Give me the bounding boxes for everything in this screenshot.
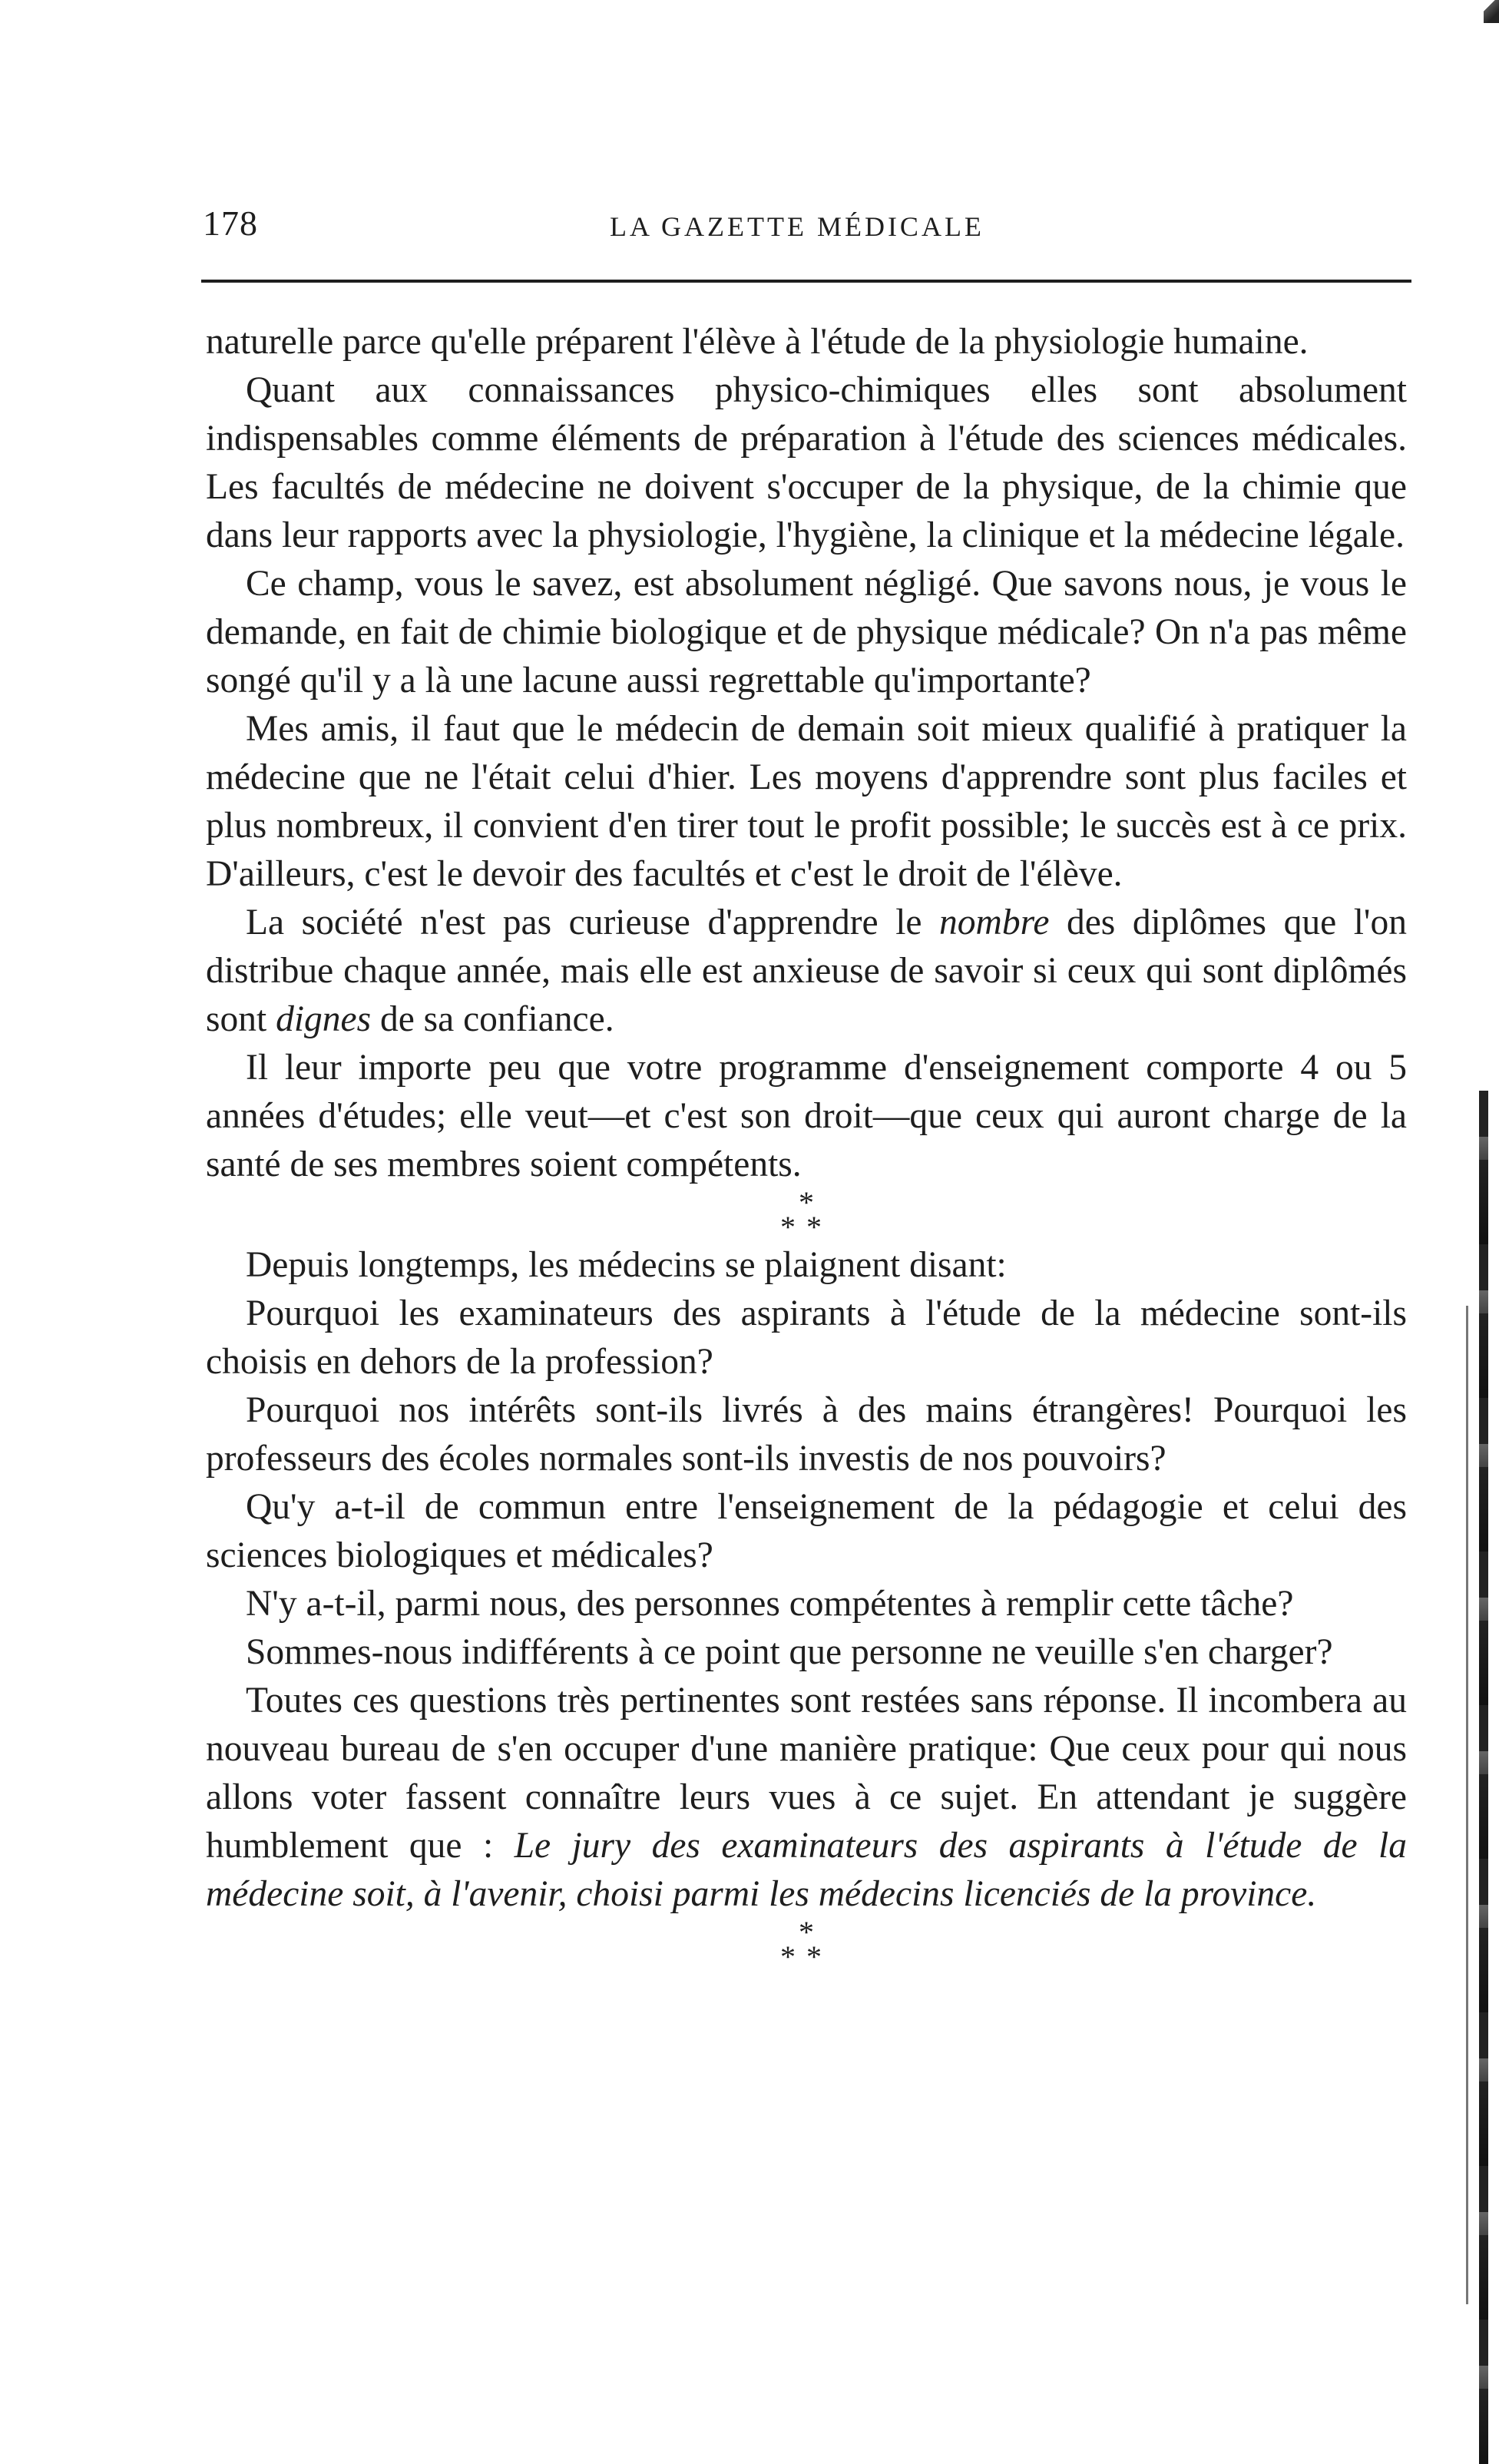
scan-edge-shadow [1479, 1091, 1488, 2464]
text-run: La société n'est pas curieuse d'apprendre le [246, 902, 940, 942]
emphasis: Le jury des examinateurs des aspirants à l'étude de la médecine soit, à l'avenir, choisi parmi les médecins licenciés de la province. [206, 1826, 1407, 1914]
asterism-top: * [799, 1915, 814, 1949]
paragraph: Pourquoi les examinateurs des aspirants à l'étude de la médecine sont-ils choisis en dehors de la profession? [206, 1293, 1407, 1382]
paragraph: N'y a-t-il, parmi nous, des personnes compétentes à remplir cette tâche? [246, 1584, 1294, 1624]
text-run: des diplômes que l'on distribue chaque année, mais elle est anxieuse de savoir si ceux qui sont diplômés sont [206, 902, 1407, 1039]
running-head: LA GAZETTE MÉDICALE [610, 211, 984, 242]
emphasis: nombre [939, 902, 1050, 942]
header-rule [201, 280, 1411, 283]
paragraph: Quant aux connaissances physico-chimiques elles sont absolument indispensables comme éléments de préparation à l'étude des sciences médicales. Les facultés de médecine ne doivent s'occuper de la physique, de la chimie que dans leur rapports avec la physiologie, l'hygiène, la clinique et la médecine légale. [206, 370, 1407, 555]
scan-edge-line [1466, 1306, 1468, 2304]
page-number: 178 [203, 204, 258, 243]
paragraph: Depuis longtemps, les médecins se plaignent disant: [246, 1245, 1007, 1285]
asterism-top: * [799, 1185, 814, 1220]
text-run: Toutes ces questions très pertinentes sont restées sans réponse. Il incombera au nouveau bureau de s'en occuper d'une manière pratique: Que ceux pour qui nous allons voter fassent connaître leurs vues à ce sujet. En attendant je suggère humblement que : [206, 1681, 1407, 1866]
asterism-bottom: ** [780, 1210, 832, 1244]
paragraph: Sommes-nous indifférents à ce point que personne ne veuille s'en charger? [246, 1632, 1333, 1672]
page-header [203, 189, 1408, 250]
paragraph: Il leur importe peu que votre programme d'enseignement comporte 4 ou 5 années d'études; elle veut—et c'est son droit—que ceux qui auront charge de la santé de ses membres soient compétents. [206, 1048, 1407, 1184]
paragraph: Mes amis, il faut que le médecin de demain soit mieux qualifié à pratiquer la médecine que ne l'était celui d'hier. Les moyens d'apprendre sont plus faciles et plus nombreux, il convient d'en tirer tout le profit possible; le succès est à ce prix. D'ailleurs, c'est le devoir des facultés et c'est le droit de l'élève. [206, 709, 1407, 894]
section-asterism [206, 1185, 1407, 1244]
paragraph: Qu'y a-t-il de commun entre l'enseignement de la pédagogie et celui des sciences biologiques et médicales? [206, 1487, 1407, 1575]
asterism-bottom: ** [780, 1939, 832, 1974]
scan-corner-mark [1484, 0, 1499, 23]
paragraph: naturelle parce qu'elle préparent l'élève à l'étude de la physiologie humaine. [206, 322, 1309, 362]
paragraph: Ce champ, vous le savez, est absolument négligé. Que savons nous, je vous le demande, en fait de chimie biologique et de physique médicale? On n'a pas même songé qu'il y a là une lacune aussi regrettable qu'importante? [206, 564, 1407, 700]
article-body [206, 318, 1407, 1974]
paragraph [206, 899, 1407, 1044]
emphasis: dignes [276, 999, 372, 1039]
paragraph [206, 1677, 1407, 1919]
section-asterism [206, 1915, 1407, 1974]
text-run: de sa confiance. [371, 999, 614, 1039]
paragraph: Pourquoi nos intérêts sont-ils livrés à des mains étrangères! Pourquoi les professeurs des écoles normales sont-ils investis de nos pouvoirs? [206, 1390, 1407, 1479]
